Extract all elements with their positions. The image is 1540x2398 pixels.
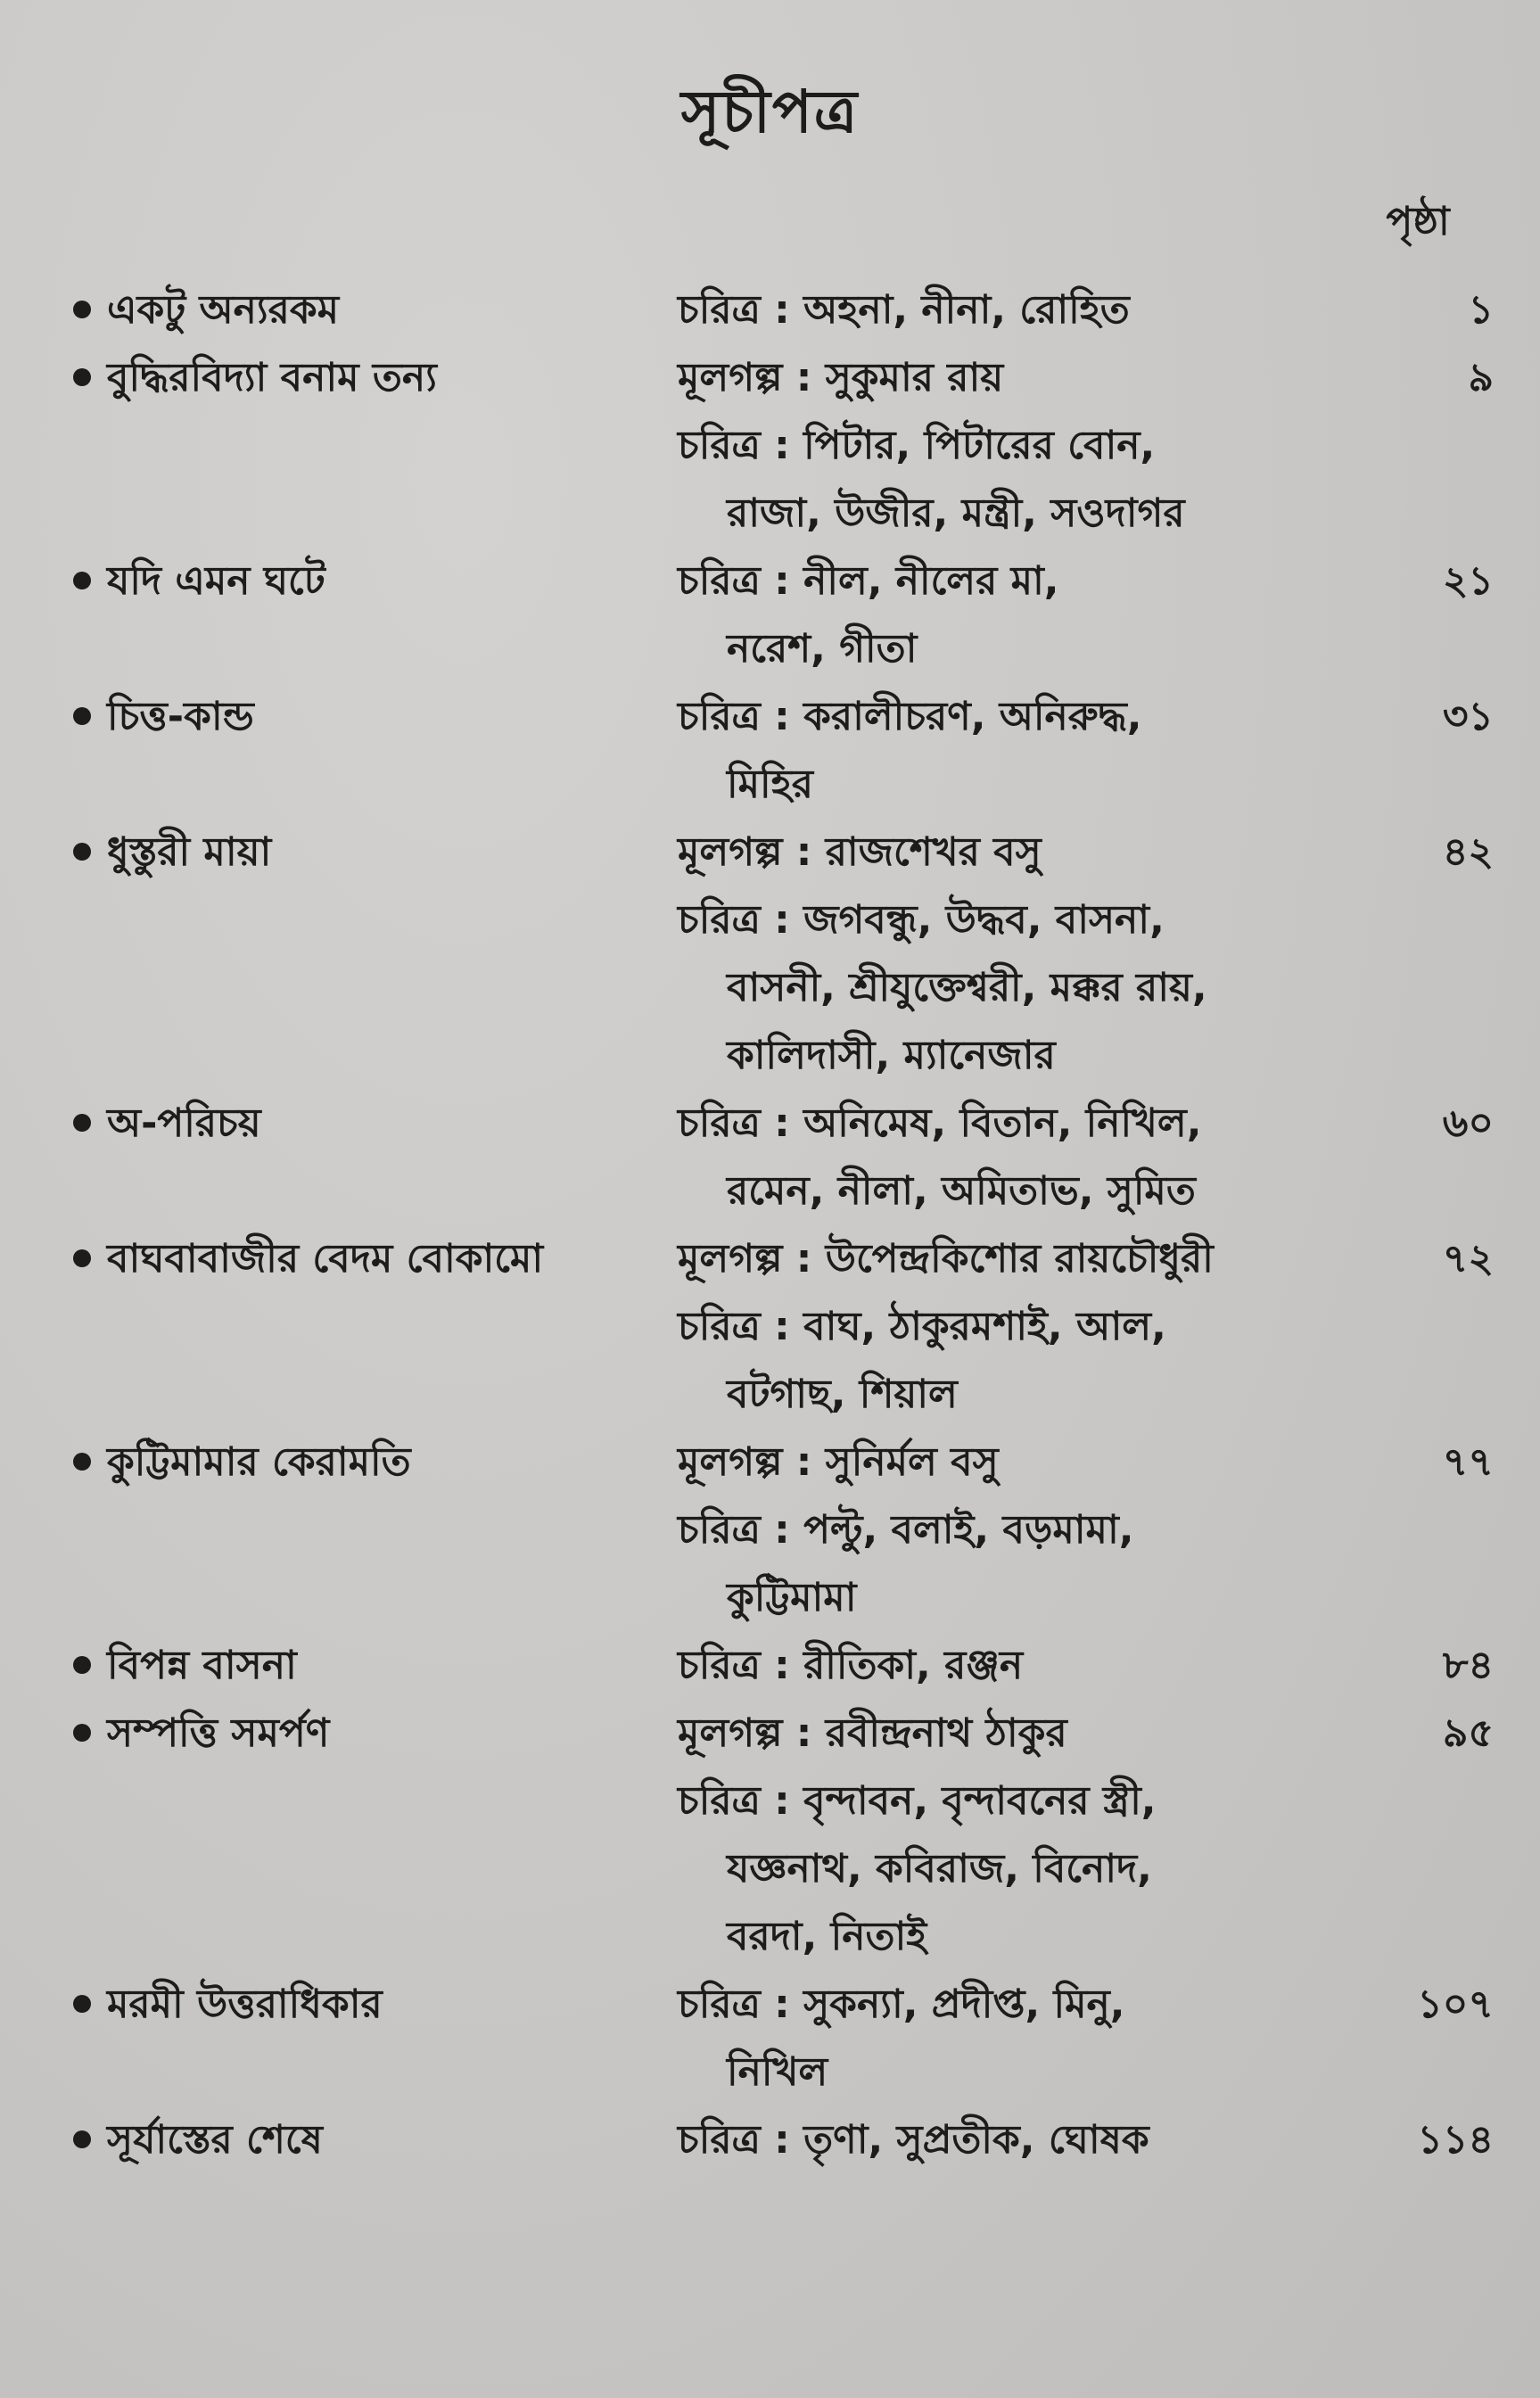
detail-line: চরিত্র : অহনা, নীনা, রোহিত bbox=[678, 287, 1130, 333]
bullet-cell bbox=[0, 2106, 107, 2174]
bullet-icon bbox=[73, 1453, 91, 1471]
table-of-contents bbox=[0, 276, 1540, 2174]
story-details bbox=[678, 1632, 1387, 1700]
toc-entry bbox=[0, 1632, 1520, 1700]
story-title: কুট্টিমামার কেরামতি bbox=[107, 1439, 411, 1485]
story-details bbox=[678, 344, 1387, 548]
detail-line: চরিত্র : নীল, নীলের মা, bbox=[678, 558, 1059, 604]
detail-line: মূলগল্প : রবীন্দ্রনাথ ঠাকুর bbox=[678, 1710, 1067, 1756]
bullet-icon bbox=[73, 707, 91, 725]
story-details bbox=[678, 1971, 1387, 2106]
bullet-cell bbox=[0, 683, 107, 819]
bullet-cell bbox=[0, 1090, 107, 1225]
bullet-icon bbox=[73, 572, 91, 589]
detail-line: যজ্ঞনাথ, কবিরাজ, বিনোদ, bbox=[727, 1846, 1152, 1891]
detail-line: চরিত্র : করালীচরণ, অনিরুদ্ধ, bbox=[678, 694, 1142, 739]
bullet-icon bbox=[73, 1724, 91, 1742]
story-details bbox=[678, 276, 1387, 344]
toc-entry bbox=[0, 276, 1520, 344]
detail-line: মিহির bbox=[727, 762, 813, 807]
page-column-heading: পৃষ্ঠা bbox=[1386, 199, 1450, 244]
bullet-cell bbox=[0, 1225, 107, 1429]
story-details bbox=[678, 1225, 1387, 1429]
story-title: বিপন্ন বাসনা bbox=[107, 1643, 297, 1688]
bullet-icon bbox=[73, 1114, 91, 1132]
bullet-icon bbox=[73, 301, 91, 318]
bullet-icon bbox=[73, 368, 91, 386]
page-number: ৬০ bbox=[1442, 1100, 1494, 1146]
page-number: ৯৫ bbox=[1442, 1710, 1494, 1756]
story-details bbox=[678, 819, 1387, 1090]
toc-entry bbox=[0, 344, 1520, 548]
detail-line: নিখিল bbox=[727, 2049, 828, 2095]
detail-line: চরিত্র : অনিমেষ, বিতান, নিখিল, bbox=[678, 1100, 1202, 1146]
detail-line: নরেশ, গীতা bbox=[727, 626, 918, 672]
toc-entry bbox=[0, 819, 1520, 1090]
detail-line: কুট্টিমামা bbox=[727, 1575, 857, 1620]
story-title: সম্পত্তি সমর্পণ bbox=[107, 1710, 330, 1756]
toc-entry bbox=[0, 1225, 1520, 1429]
toc-entry bbox=[0, 1090, 1520, 1225]
story-title: সূর্যাস্তের শেষে bbox=[107, 2117, 323, 2163]
detail-line: চরিত্র : রীতিকা, রঞ্জন bbox=[678, 1643, 1024, 1688]
bullet-icon bbox=[73, 1656, 91, 1674]
detail-line: মূলগল্প : সুনির্মল বসু bbox=[678, 1439, 999, 1485]
detail-line: বাসনী, শ্রীযুক্তেশ্বরী, মক্কর রায়, bbox=[727, 965, 1207, 1010]
story-title: মরমী উত্তরাধিকার bbox=[107, 1982, 383, 2027]
story-title: বাঘবাবাজীর বেদম বোকামো bbox=[107, 1236, 544, 1281]
detail-line: চরিত্র : তৃণা, সুপ্রতীক, ঘোষক bbox=[678, 2117, 1149, 2163]
story-details bbox=[678, 1090, 1387, 1225]
page-number: ৭৭ bbox=[1442, 1439, 1494, 1485]
page-number: ১১৪ bbox=[1417, 2117, 1494, 2163]
page-number: ৭২ bbox=[1442, 1236, 1494, 1281]
detail-line: চরিত্র : বৃন্দাবন, বৃন্দাবনের স্ত্রী, bbox=[678, 1778, 1157, 1824]
story-details bbox=[678, 1700, 1387, 1971]
toc-entry bbox=[0, 1429, 1520, 1632]
page-number: ৮৪ bbox=[1442, 1643, 1494, 1688]
toc-entry bbox=[0, 1971, 1520, 2106]
detail-line: কালিদাসী, ম্যানেজার bbox=[727, 1033, 1056, 1078]
story-title: একটু অন্যরকম bbox=[107, 287, 340, 333]
story-title: ধুস্তুরী মায়া bbox=[107, 829, 272, 875]
page-number: ২১ bbox=[1442, 558, 1494, 604]
detail-line: চরিত্র : জগবন্ধু, উদ্ধব, বাসনা, bbox=[678, 897, 1165, 943]
story-details bbox=[678, 683, 1387, 819]
bullet-cell bbox=[0, 276, 107, 344]
detail-line: মূলগল্প : রাজশেখর বসু bbox=[678, 829, 1042, 875]
toc-entry bbox=[0, 683, 1520, 819]
bullet-cell bbox=[0, 1632, 107, 1700]
bullet-cell bbox=[0, 819, 107, 1090]
toc-entry bbox=[0, 548, 1520, 683]
bullet-icon bbox=[73, 843, 91, 861]
story-details bbox=[678, 548, 1387, 683]
page-title: সূচীপত্র bbox=[680, 78, 860, 146]
page-number: ১ bbox=[1468, 287, 1494, 333]
story-title: বুদ্ধিরবিদ্যা বনাম তন্য bbox=[107, 355, 437, 400]
detail-line: বটগাছ, শিয়াল bbox=[727, 1372, 958, 1417]
toc-entry bbox=[0, 2106, 1520, 2174]
detail-line: বরদা, নিতাই bbox=[727, 1914, 927, 1959]
detail-line: চরিত্র : সুকন্যা, প্রদীপ্ত, মিনু, bbox=[678, 1982, 1125, 2027]
detail-line: রাজা, উজীর, মন্ত্রী, সওদাগর bbox=[727, 490, 1185, 536]
page-number: ১০৭ bbox=[1417, 1982, 1494, 2027]
bullet-cell bbox=[0, 1700, 107, 1971]
detail-line: রমেন, নীলা, অমিতাভ, সুমিত bbox=[727, 1168, 1196, 1214]
bullet-cell bbox=[0, 344, 107, 548]
story-title: অ-পরিচয় bbox=[107, 1100, 261, 1146]
story-title: যদি এমন ঘটে bbox=[107, 558, 325, 604]
detail-line: চরিত্র : পল্টু, বলাই, বড়মামা, bbox=[678, 1507, 1134, 1553]
page-number: ৯ bbox=[1468, 355, 1494, 400]
page-number: ৪২ bbox=[1442, 829, 1494, 875]
bullet-icon bbox=[73, 2130, 91, 2148]
bullet-cell bbox=[0, 1429, 107, 1632]
toc-entry bbox=[0, 1700, 1520, 1971]
bullet-cell bbox=[0, 548, 107, 683]
detail-line: মূলগল্প : উপেন্দ্রকিশোর রায়চৌধুরী bbox=[678, 1236, 1214, 1281]
story-title: চিত্ত-কান্ড bbox=[107, 694, 254, 739]
detail-line: চরিত্র : বাঘ, ঠাকুরমশাই, আল, bbox=[678, 1304, 1166, 1349]
detail-line: মূলগল্প : সুকুমার রায় bbox=[678, 355, 1004, 400]
story-details bbox=[678, 2106, 1387, 2174]
story-details bbox=[678, 1429, 1387, 1632]
page-number: ৩১ bbox=[1442, 694, 1494, 739]
bullet-icon bbox=[73, 1995, 91, 2013]
detail-line: চরিত্র : পিটার, পিটারের বোন, bbox=[678, 423, 1156, 468]
bullet-icon bbox=[73, 1249, 91, 1267]
bullet-cell bbox=[0, 1971, 107, 2106]
